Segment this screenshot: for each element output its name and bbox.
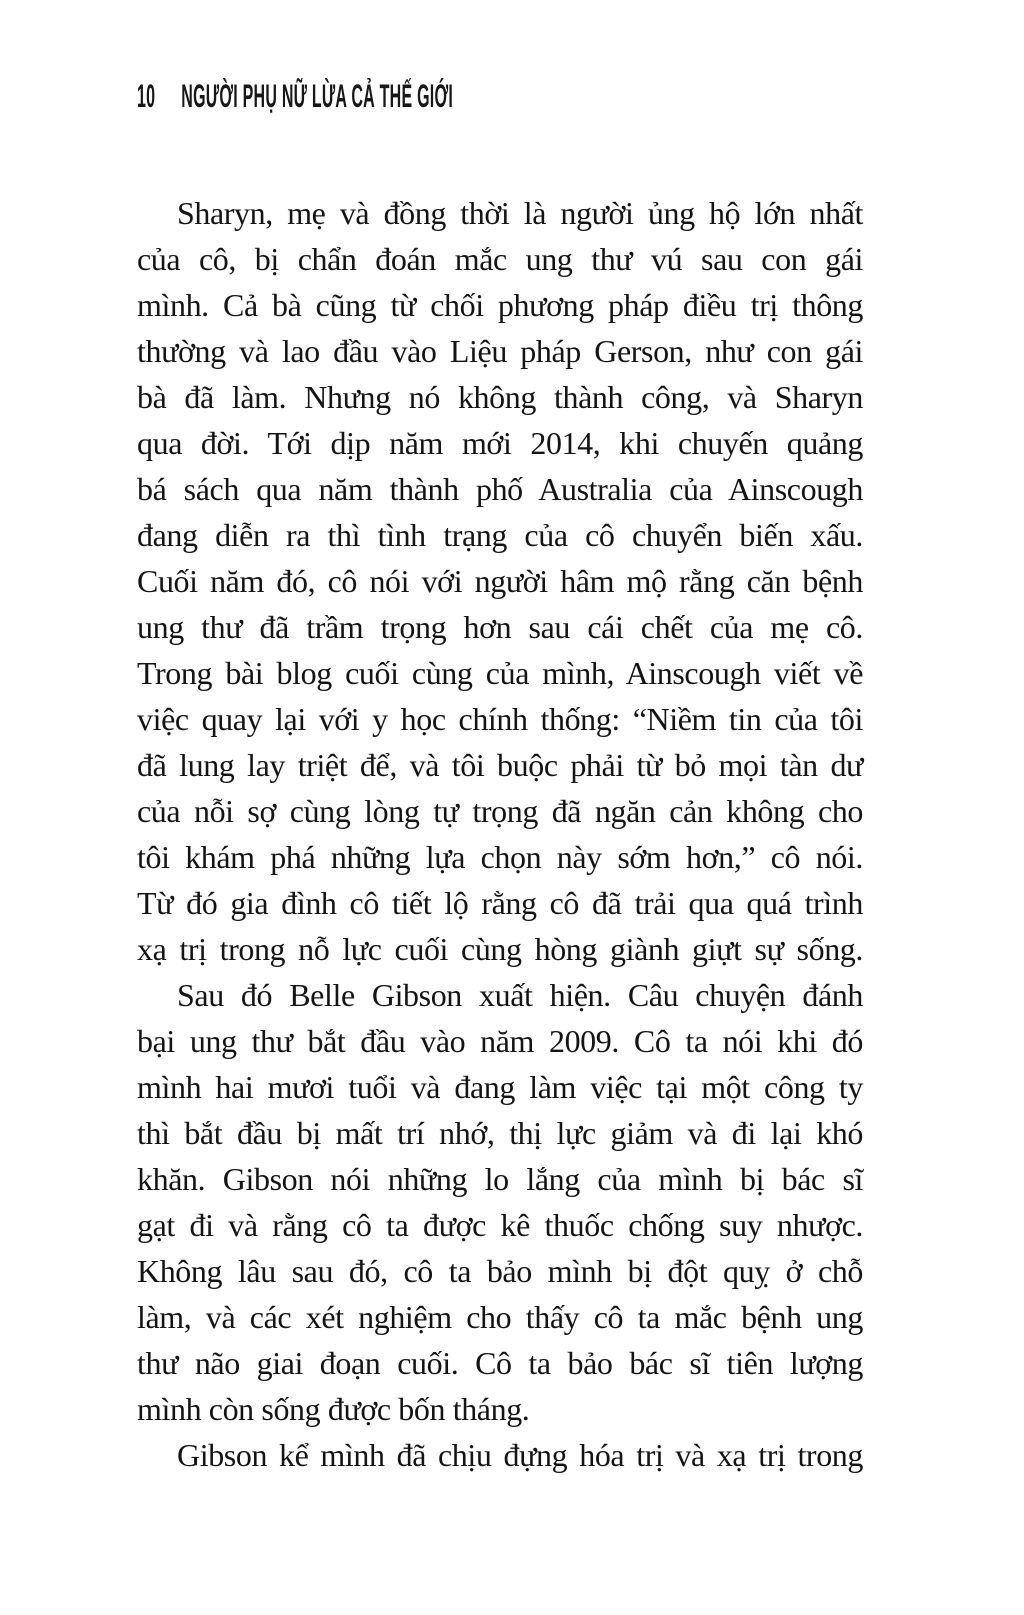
text-line: Sharyn, mẹ và đồng thời là người ủng hộ lớn nhất xyxy=(177,195,863,231)
page-number: 10 xyxy=(137,78,156,114)
text-line: mình. Cả bà cũng từ chối phương pháp điều trị thông xyxy=(137,287,863,323)
text-line: Từ đó gia đình cô tiết lộ rằng cô đã trải qua quá trình xyxy=(137,885,863,921)
text-line: tôi khám phá những lựa chọn này sớm hơn,” cô nói. xyxy=(137,839,863,875)
text-line: gạt đi và rằng cô ta được kê thuốc chống suy nhược. xyxy=(137,1207,863,1243)
text-line: thì bắt đầu bị mất trí nhớ, thị lực giảm và đi lại khó xyxy=(137,1115,863,1151)
text-line: xạ trị trong nỗ lực cuối cùng hòng giành giựt sự sống. xyxy=(137,931,863,967)
text-line: bá sách qua năm thành phố Australia của Ainscough xyxy=(137,471,863,507)
running-title: NGƯỜI PHỤ NỮ LỪA CẢ THẾ GIỚI xyxy=(181,78,454,114)
text-line: mình hai mươi tuổi và đang làm việc tại một công ty xyxy=(137,1069,863,1105)
text-line: Không lâu sau đó, cô ta bảo mình bị đột quỵ ở chỗ xyxy=(137,1253,863,1289)
text-line: đang diễn ra thì tình trạng của cô chuyển biến xấu. xyxy=(137,517,863,553)
text-line: thường và lao đầu vào Liệu pháp Gerson, như con gái xyxy=(137,333,863,369)
text-line: qua đời. Tới dịp năm mới 2014, khi chuyến quảng xyxy=(137,425,863,461)
text-line: của nỗi sợ cùng lòng tự trọng đã ngăn cản không cho xyxy=(137,793,863,829)
page-body xyxy=(137,190,863,1478)
running-header xyxy=(137,78,453,115)
text-line: bà đã làm. Nhưng nó không thành công, và Sharyn xyxy=(137,379,863,415)
text-line: Trong bài blog cuối cùng của mình, Ainscough viết về xyxy=(137,655,863,691)
text-line: Gibson kể mình đã chịu đựng hóa trị và xạ trị trong xyxy=(177,1437,863,1473)
text-line: ung thư đã trầm trọng hơn sau cái chết của mẹ cô. xyxy=(137,609,863,645)
text-line: làm, và các xét nghiệm cho thấy cô ta mắc bệnh ung xyxy=(137,1299,863,1335)
text-line: Cuối năm đó, cô nói với người hâm mộ rằng căn bệnh xyxy=(137,563,863,599)
text-line: mình còn sống được bốn tháng. xyxy=(137,1391,530,1427)
text-line: khăn. Gibson nói những lo lắng của mình bị bác sĩ xyxy=(137,1161,863,1197)
text-line: bại ung thư bắt đầu vào năm 2009. Cô ta nói khi đó xyxy=(137,1023,863,1059)
text-line: đã lung lay triệt để, và tôi buộc phải từ bỏ mọi tàn dư xyxy=(137,747,863,783)
text-line: Sau đó Belle Gibson xuất hiện. Câu chuyện đánh xyxy=(177,977,863,1013)
text-line: việc quay lại với y học chính thống: “Niềm tin của tôi xyxy=(137,701,863,737)
text-line: của cô, bị chẩn đoán mắc ung thư vú sau con gái xyxy=(137,241,863,277)
text-line: thư não giai đoạn cuối. Cô ta bảo bác sĩ tiên lượng xyxy=(137,1345,863,1381)
